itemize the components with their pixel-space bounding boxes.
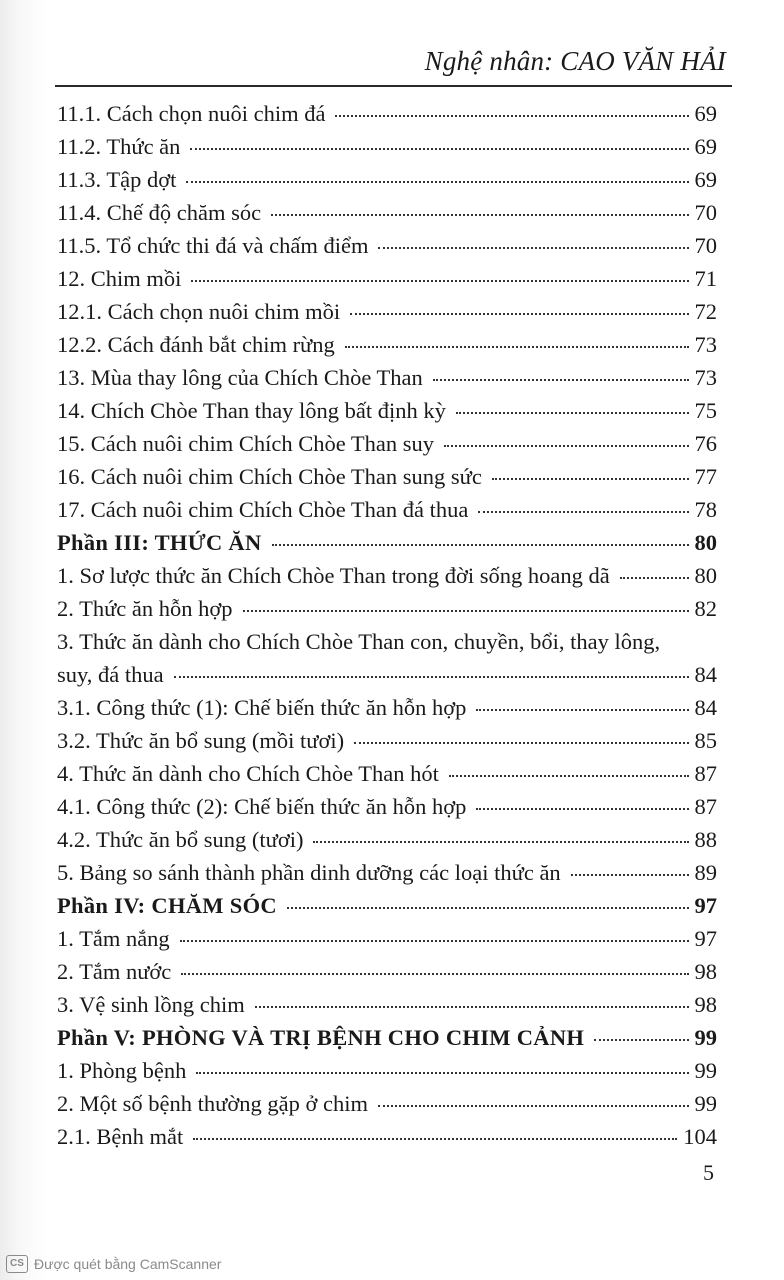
dot-leader — [193, 1138, 677, 1140]
toc-entry-page: 70 — [694, 233, 717, 258]
dot-leader — [255, 1006, 689, 1008]
toc-entry — [57, 365, 717, 398]
dot-leader — [313, 841, 688, 843]
dot-leader — [350, 313, 688, 315]
toc-entry-page: 80 — [694, 530, 717, 555]
toc-entry-title: Phần V: PHÒNG VÀ TRỊ BỆNH CHO CHIM CẢNH — [57, 1025, 585, 1050]
toc-entry-page: 98 — [694, 992, 717, 1017]
toc-entry — [57, 794, 717, 827]
toc-entry-page: 99 — [694, 1025, 717, 1050]
toc-entry — [57, 101, 717, 134]
toc-entry-page: 69 — [694, 134, 717, 159]
toc-entry-title: 3. Thức ăn dành cho Chích Chòe Than con, chuyền, bổi, thay lông, — [57, 629, 661, 654]
toc-entry-page: 89 — [694, 860, 717, 885]
toc-entry — [57, 926, 717, 959]
toc-entry-title: 1. Tắm nắng — [57, 926, 170, 951]
toc-entry-title: 11.1. Cách chọn nuôi chim đá — [57, 101, 326, 126]
toc-entry-title: 3. Vệ sinh lồng chim — [57, 992, 245, 1017]
toc-entry — [57, 1058, 717, 1091]
toc-entry — [57, 332, 717, 365]
toc-entry-title: 11.5. Tổ chức thi đá và chấm điểm — [57, 233, 369, 258]
toc-entry-title: Phần III: THỨC ĂN — [57, 530, 262, 555]
toc-entry-title: 1. Sơ lược thức ăn Chích Chòe Than trong đời sống hoang dã — [57, 563, 610, 588]
dot-leader — [620, 577, 689, 579]
dot-leader — [272, 544, 689, 546]
dot-leader — [180, 940, 689, 942]
toc-entry-page: 87 — [694, 794, 717, 819]
toc-entry-title: 16. Cách nuôi chim Chích Chòe Than sung sức — [57, 464, 482, 489]
page-number: 5 — [703, 1160, 714, 1185]
toc-entry-title: 4.1. Công thức (2): Chế biến thức ăn hỗn hợp — [57, 794, 467, 819]
toc-entry-page: 84 — [694, 695, 717, 720]
toc-entry-page: 88 — [694, 827, 717, 852]
toc-entry-page: 84 — [694, 662, 717, 687]
toc-entry-title: 4.2. Thức ăn bổ sung (tươi) — [57, 827, 304, 852]
dot-leader — [181, 973, 688, 975]
dot-leader — [271, 214, 688, 216]
dot-leader — [345, 346, 689, 348]
toc-section-heading — [57, 530, 717, 563]
toc-entry — [57, 596, 717, 629]
toc-entry-title: 2. Thức ăn hỗn hợp — [57, 596, 233, 621]
toc-entry — [57, 992, 717, 1025]
dot-leader — [186, 181, 688, 183]
toc-entry-title: 12.2. Cách đánh bắt chim rừng — [57, 332, 335, 357]
toc-entry — [57, 662, 717, 695]
toc-entry — [57, 860, 717, 893]
dot-leader — [378, 1105, 689, 1107]
toc-section-heading — [57, 893, 717, 926]
toc-entry-page: 98 — [694, 959, 717, 984]
dot-leader — [478, 511, 688, 513]
header-rule — [55, 85, 732, 87]
toc-entry — [57, 1124, 717, 1157]
toc-entry — [57, 497, 717, 530]
running-header: Nghệ nhân: CAO VĂN HẢI — [424, 46, 726, 76]
table-of-contents — [57, 101, 717, 1157]
dot-leader — [335, 115, 688, 117]
camscanner-logo-icon: CS — [6, 1255, 28, 1273]
toc-entry-title: 17. Cách nuôi chim Chích Chòe Than đá thua — [57, 497, 469, 522]
toc-entry-title: 15. Cách nuôi chim Chích Chòe Than suy — [57, 431, 435, 456]
watermark-text: Được quét bằng CamScanner — [34, 1256, 222, 1272]
toc-entry — [57, 563, 717, 596]
toc-entry — [57, 728, 717, 761]
toc-entry-page: 82 — [694, 596, 717, 621]
toc-entry-page: 75 — [694, 398, 717, 423]
toc-entry-title: 11.3. Tập dợt — [57, 167, 177, 192]
toc-entry-title: 1. Phòng bệnh — [57, 1058, 187, 1083]
toc-entry-page: 97 — [694, 926, 717, 951]
toc-entry-title: Phần IV: CHĂM SÓC — [57, 893, 277, 918]
toc-entry-page: 72 — [694, 299, 717, 324]
dot-leader — [476, 808, 688, 810]
toc-entry-page: 80 — [694, 563, 717, 588]
toc-entry-title: 11.4. Chế độ chăm sóc — [57, 200, 262, 225]
toc-entry — [57, 827, 717, 860]
dot-leader — [492, 478, 689, 480]
toc-entry — [57, 233, 717, 266]
toc-entry-page: 87 — [694, 761, 717, 786]
toc-entry-title: 5. Bảng so sánh thành phần dinh dưỡng các loại thức ăn — [57, 860, 561, 885]
toc-entry-page: 99 — [694, 1058, 717, 1083]
toc-entry-page: 78 — [694, 497, 717, 522]
dot-leader — [456, 412, 689, 414]
toc-entry-title: 3.2. Thức ăn bổ sung (mồi tươi) — [57, 728, 345, 753]
toc-entry-title: 12. Chim mồi — [57, 266, 182, 291]
toc-entry-title: 14. Chích Chòe Than thay lông bất định kỳ — [57, 398, 446, 423]
toc-entry-first-line — [57, 629, 717, 662]
dot-leader — [354, 742, 688, 744]
toc-entry — [57, 266, 717, 299]
toc-entry-title-continued: suy, đá thua — [57, 662, 164, 687]
toc-entry-title: 2.1. Bệnh mắt — [57, 1124, 184, 1149]
toc-entry-page: 69 — [694, 101, 717, 126]
toc-entry — [57, 431, 717, 464]
dot-leader — [476, 709, 688, 711]
toc-entry-page: 71 — [694, 266, 717, 291]
toc-entry-title: 13. Mùa thay lông của Chích Chòe Than — [57, 365, 423, 390]
toc-entry-page: 97 — [694, 893, 717, 918]
toc-entry-page: 85 — [694, 728, 717, 753]
toc-entry — [57, 167, 717, 200]
dot-leader — [594, 1039, 688, 1041]
toc-entry — [57, 299, 717, 332]
dot-leader — [196, 1072, 688, 1074]
dot-leader — [571, 874, 689, 876]
toc-entry-page: 73 — [694, 332, 717, 357]
toc-section-heading — [57, 1025, 717, 1058]
toc-entry-page: 99 — [694, 1091, 717, 1116]
toc-entry — [57, 959, 717, 992]
toc-entry-page: 70 — [694, 200, 717, 225]
toc-entry-page: 73 — [694, 365, 717, 390]
dot-leader — [433, 379, 689, 381]
toc-entry-title: 2. Một số bệnh thường gặp ở chim — [57, 1091, 368, 1116]
toc-entry-page: 69 — [694, 167, 717, 192]
toc-entry-page: 77 — [694, 464, 717, 489]
toc-entry — [57, 761, 717, 794]
toc-entry-title: 11.2. Thức ăn — [57, 134, 181, 159]
scanner-watermark — [6, 1255, 221, 1273]
dot-leader — [191, 280, 688, 282]
toc-entry — [57, 200, 717, 233]
toc-entry-title: 3.1. Công thức (1): Chế biến thức ăn hỗn hợp — [57, 695, 467, 720]
toc-entry-page: 104 — [683, 1124, 717, 1149]
toc-entry-title: 2. Tắm nước — [57, 959, 172, 984]
dot-leader — [449, 775, 689, 777]
dot-leader — [378, 247, 688, 249]
toc-entry-page: 76 — [694, 431, 717, 456]
toc-entry — [57, 1091, 717, 1124]
toc-entry-title: 12.1. Cách chọn nuôi chim mồi — [57, 299, 341, 324]
toc-entry — [57, 134, 717, 167]
dot-leader — [444, 445, 688, 447]
toc-entry — [57, 695, 717, 728]
toc-entry — [57, 464, 717, 497]
toc-entry-title: 4. Thức ăn dành cho Chích Chòe Than hót — [57, 761, 439, 786]
toc-entry — [57, 398, 717, 431]
dot-leader — [174, 676, 689, 678]
dot-leader — [190, 148, 688, 150]
dot-leader — [243, 610, 689, 612]
dot-leader — [287, 907, 689, 909]
